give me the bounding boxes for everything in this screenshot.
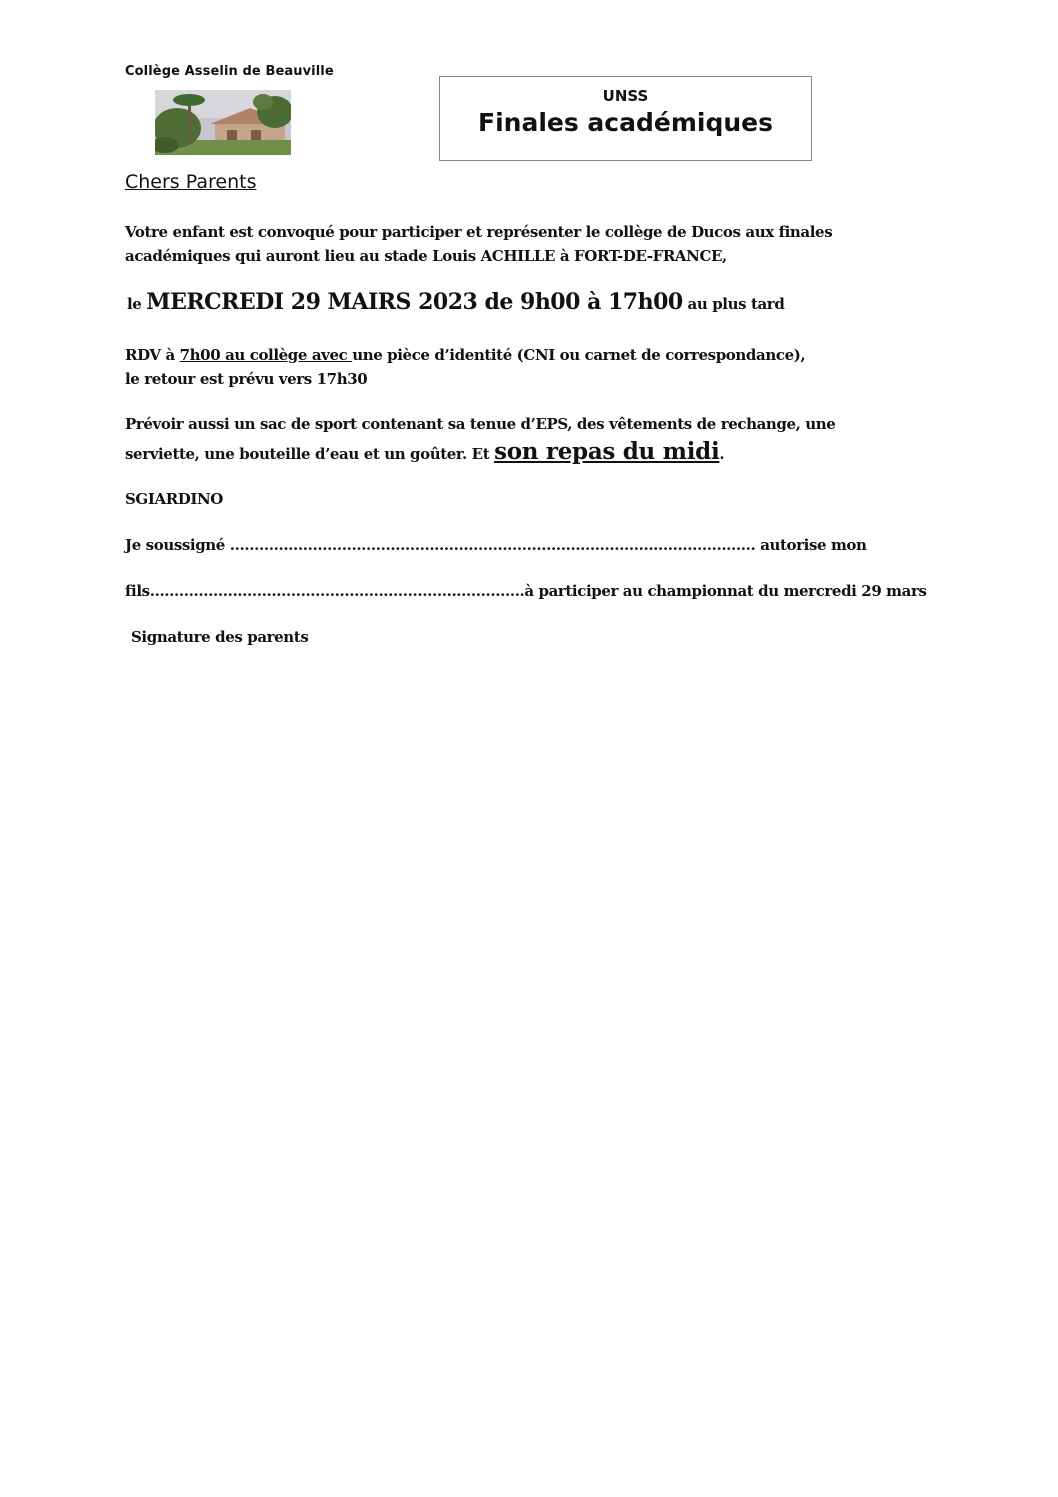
consent-line-2: fils…………………………………………………………………..à participer au championnat du mercredi 29 mars [125, 582, 927, 600]
bring-paragraph [125, 410, 835, 468]
rdv-prefix: RDV à [125, 346, 180, 364]
event-date: MERCREDI 29 MAIRS 2023 de 9h00 à 17h00 [146, 289, 683, 315]
salutation: Chers Parents [125, 171, 257, 193]
bring-line-1: Prévoir aussi un sac de sport contenant sa tenue d’EPS, des vêtements de rechange, une [125, 415, 836, 433]
rdv-rest: une pièce d’identité (CNI ou carnet de correspondance), [352, 346, 806, 364]
intro-line-2: académiques qui auront lieu au stade Louis ACHILLE à FORT-DE-FRANCE, [125, 247, 727, 265]
header-title: Finales académiques [478, 108, 773, 137]
intro-line-1: Votre enfant est convoqué pour participer et représenter le collège de Ducos aux finales [125, 223, 833, 241]
header-box [439, 76, 812, 161]
bring-line-2: serviette, une bouteille d’eau et un goûter. Et [125, 445, 495, 463]
lunch-emphasis: son repas du midi [494, 438, 720, 465]
consent-line-1: Je soussigné ……………………………………………………………………………………………… autorise mon [125, 536, 867, 554]
parents-signature-label: Signature des parents [131, 628, 309, 646]
header-org: UNSS [602, 87, 649, 105]
signatory-name: SGIARDINO [125, 490, 223, 508]
rdv-return: le retour est prévu vers 17h30 [125, 370, 368, 388]
date-prefix: le [127, 295, 147, 313]
date-suffix: au plus tard [682, 295, 785, 313]
intro-paragraph [125, 220, 832, 268]
bring-line-2-end: . [719, 445, 725, 463]
school-photo [155, 90, 291, 155]
school-name: Collège Asselin de Beauville [125, 64, 334, 79]
event-date-line [127, 289, 784, 315]
rdv-paragraph [125, 343, 805, 391]
rdv-time-place: 7h00 au collège avec [179, 346, 353, 364]
